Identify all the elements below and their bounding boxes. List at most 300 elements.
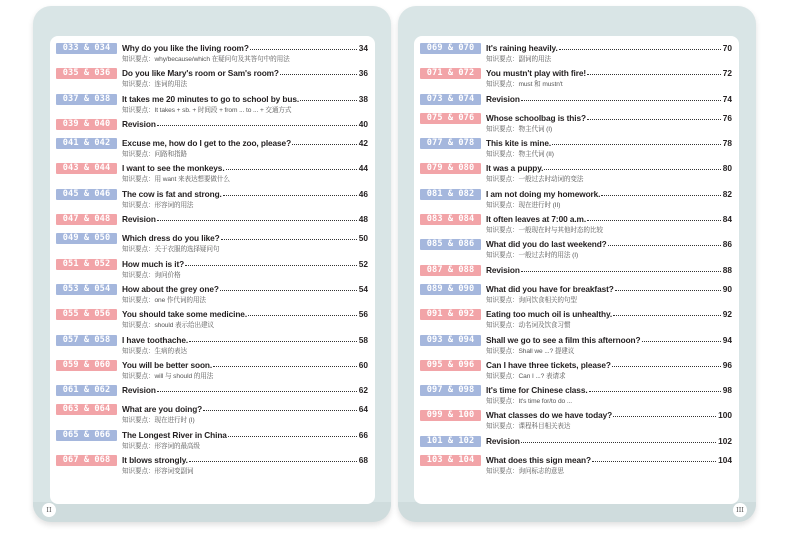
knowledge-point-label: 知识要点：: [122, 322, 155, 330]
left-page-frame: [33, 6, 391, 522]
lesson-title: It's raining heavily.: [486, 43, 558, 53]
lesson-number-badge: 085 & 086: [420, 239, 481, 250]
toc-entry[interactable]: [420, 67, 732, 92]
knowledge-point-text: must 和 mustn't: [518, 81, 563, 89]
knowledge-point-text: Can I ...? 表请求: [518, 372, 566, 380]
dot-leader: [608, 245, 721, 246]
page-reference: 86: [722, 239, 732, 250]
lesson-title: What classes do we have today?: [486, 410, 613, 421]
lesson-title: The Longest River in China: [122, 429, 227, 440]
toc-entry[interactable]: [56, 213, 368, 232]
knowledge-point: [486, 226, 603, 235]
knowledge-point: [486, 397, 572, 406]
knowledge-point: [486, 125, 552, 134]
lesson-number-badge: 077 & 078: [420, 138, 481, 149]
dot-leader: [544, 169, 720, 170]
lesson-number-badge: 101 & 102: [420, 436, 481, 447]
knowledge-point-text: It takes + sb. + 时间段 + from ... to ... + 交通方式: [154, 106, 292, 114]
toc-entry[interactable]: [420, 188, 732, 213]
knowledge-point-label: 知识要点：: [486, 125, 519, 133]
toc-entry[interactable]: [420, 238, 732, 263]
toc-entry[interactable]: [56, 454, 368, 479]
knowledge-point-label: 知识要点：: [486, 151, 519, 159]
toc-entry-title-line: [486, 137, 732, 150]
dot-leader: [613, 416, 716, 417]
left-frame-bottom-strip: [33, 502, 391, 522]
dot-leader: [223, 195, 357, 196]
toc-entry-title-line: [486, 93, 732, 106]
knowledge-point-label: 知识要点：: [486, 423, 519, 431]
knowledge-point-text: 课程科目相关表达: [518, 423, 571, 431]
dot-leader: [587, 119, 721, 120]
knowledge-point-text: 生病的表达: [154, 347, 187, 355]
knowledge-point-text: 副词的用法: [518, 56, 551, 63]
page-reference: 78: [722, 138, 732, 149]
knowledge-point-label: 知识要点：: [122, 372, 155, 380]
lesson-title: How much is it?: [122, 258, 185, 269]
page-reference: 98: [722, 385, 732, 396]
lesson-title: Which dress do you like?: [122, 233, 220, 244]
page-reference: 70: [722, 43, 732, 53]
toc-entry-title-line: [486, 283, 732, 296]
dot-leader: [612, 366, 721, 367]
toc-entry[interactable]: [56, 93, 368, 118]
page-reference: 72: [722, 68, 732, 79]
knowledge-point: [122, 201, 193, 210]
toc-entry[interactable]: [420, 112, 732, 137]
lesson-title: Eating too much oil is unhealthy.: [486, 309, 613, 320]
toc-entry-title-line: [486, 409, 732, 422]
knowledge-point: [486, 422, 570, 431]
toc-entry[interactable]: [56, 137, 368, 162]
dot-leader: [292, 144, 357, 145]
dot-leader: [221, 239, 357, 240]
toc-entry-title-line: [122, 454, 368, 467]
knowledge-point: [122, 442, 200, 451]
knowledge-point-label: 知识要点：: [122, 417, 155, 425]
right-toc-list: [420, 42, 732, 479]
dot-leader: [589, 391, 721, 392]
toc-entry-title-line: [122, 359, 368, 372]
toc-entry[interactable]: [420, 93, 732, 112]
lesson-number-badge: 073 & 074: [420, 94, 481, 105]
toc-entry-title-line: [486, 213, 732, 226]
knowledge-point-label: 知识要点：: [122, 106, 155, 114]
page-reference: 64: [358, 404, 368, 415]
toc-entry-title-line: [122, 403, 368, 416]
page-reference: 58: [358, 334, 368, 345]
toc-entry-title-line: [486, 162, 732, 175]
knowledge-point-label: 知识要点：: [122, 151, 155, 159]
knowledge-point-label: 知识要点：: [122, 296, 155, 304]
toc-entry[interactable]: [420, 137, 732, 162]
toc-entry-title-line: [122, 118, 368, 131]
knowledge-point: [486, 347, 574, 356]
toc-entry-title-line: [486, 454, 732, 467]
knowledge-point-label: 知识要点：: [486, 468, 519, 476]
toc-entry[interactable]: [56, 162, 368, 187]
knowledge-point-text: 现在进行时 (II): [518, 201, 561, 209]
lesson-number-badge: 065 & 066: [56, 430, 117, 441]
page-reference: 82: [722, 188, 732, 199]
page-reference: 34: [358, 43, 368, 53]
dot-leader: [250, 49, 357, 50]
toc-entry-title-line: [122, 334, 368, 347]
lesson-number-badge: 081 & 082: [420, 189, 481, 200]
knowledge-point-text: 形容词的用法: [154, 201, 194, 209]
knowledge-point: [486, 80, 563, 89]
toc-entry-title-line: [122, 308, 368, 321]
lesson-title: Shall we go to see a film this afternoon?: [486, 334, 641, 345]
toc-entry[interactable]: [420, 42, 732, 67]
knowledge-point-label: 知识要点：: [486, 227, 519, 235]
lesson-title: You mustn't play with fire!: [486, 68, 587, 79]
knowledge-point-text: 询问价格: [154, 271, 181, 279]
dot-leader: [280, 74, 357, 75]
lesson-title: Whose schoolbag is this?: [486, 112, 586, 123]
toc-entry-title-line: [486, 67, 732, 80]
lesson-number-badge: 095 & 096: [420, 360, 481, 371]
toc-entry-title-line: [122, 137, 368, 150]
lesson-number-badge: 053 & 054: [56, 284, 117, 295]
lesson-number-badge: 071 & 072: [420, 68, 481, 79]
toc-entry[interactable]: [56, 283, 368, 308]
toc-entry[interactable]: [56, 384, 368, 403]
lesson-number-badge: 067 & 068: [56, 455, 117, 466]
knowledge-point-label: 知识要点：: [122, 246, 155, 254]
page-reference: 100: [718, 410, 732, 421]
toc-entry-title-line: [122, 162, 368, 175]
lesson-title: What did you have for breakfast?: [486, 283, 614, 294]
toc-entry[interactable]: [420, 359, 732, 384]
dot-leader: [552, 144, 721, 145]
knowledge-point-label: 知识要点：: [486, 176, 519, 184]
lesson-title: It often leaves at 7:00 a.m.: [486, 214, 587, 225]
lesson-number-badge: 091 & 092: [420, 309, 481, 320]
page-reference: 60: [358, 359, 368, 370]
right-frame-bottom-strip: [398, 502, 756, 522]
lesson-title: I have toothache.: [122, 334, 189, 345]
knowledge-point: [122, 271, 180, 280]
knowledge-point: [122, 175, 230, 184]
knowledge-point-label: 知识要点：: [122, 81, 155, 89]
dot-leader: [248, 315, 357, 316]
page-reference: 74: [722, 93, 732, 104]
toc-entry-title-line: [486, 308, 732, 321]
lesson-number-badge: 087 & 088: [420, 265, 481, 276]
toc-entry-title-line: [486, 264, 732, 277]
toc-entry[interactable]: [420, 264, 732, 283]
knowledge-point-text: 询问饮食相关的句型: [518, 296, 577, 304]
lesson-title: Can I have three tickets, please?: [486, 359, 611, 370]
toc-entry[interactable]: [56, 118, 368, 137]
page-reference: 50: [358, 233, 368, 244]
lesson-title: It takes me 20 minutes to go to school by bus.: [122, 93, 300, 104]
lesson-number-badge: 069 & 070: [420, 43, 481, 54]
knowledge-point-text: 关于衣服的选择疑问句: [154, 246, 220, 254]
knowledge-point-text: 形容词变副词: [154, 468, 194, 476]
knowledge-point: [122, 106, 291, 115]
toc-entry-title-line: [486, 42, 732, 55]
knowledge-point-label: 知识要点：: [486, 296, 519, 304]
lesson-number-badge: 063 & 064: [56, 404, 117, 415]
knowledge-point-label: 知识要点：: [486, 56, 519, 63]
knowledge-point-label: 知识要点：: [122, 468, 155, 476]
lesson-number-badge: 089 & 090: [420, 284, 481, 295]
knowledge-point-label: 知识要点：: [122, 56, 155, 63]
lesson-title: The cow is fat and strong.: [122, 188, 222, 199]
knowledge-point: [486, 467, 564, 476]
knowledge-point: [122, 321, 214, 330]
dot-leader: [521, 100, 721, 101]
toc-entry[interactable]: [420, 308, 732, 333]
page-reference: 92: [722, 309, 732, 320]
lesson-number-badge: 097 & 098: [420, 385, 481, 396]
knowledge-point-label: 知识要点：: [486, 322, 519, 330]
toc-entry-title-line: [486, 359, 732, 372]
knowledge-point: [486, 55, 551, 64]
toc-entry[interactable]: [56, 67, 368, 92]
toc-entry[interactable]: [56, 188, 368, 213]
lesson-number-badge: 103 & 104: [420, 455, 481, 466]
dot-leader: [613, 315, 721, 316]
lesson-title: Revision: [122, 385, 156, 396]
lesson-title: Revision: [122, 118, 156, 129]
lesson-title: Revision: [486, 93, 520, 104]
toc-entry-title-line: [122, 42, 368, 55]
toc-entry[interactable]: [56, 232, 368, 257]
knowledge-point-text: 物主代词 (I): [518, 125, 553, 133]
page-reference: 66: [358, 429, 368, 440]
dot-leader: [521, 271, 721, 272]
knowledge-point: [486, 175, 583, 184]
lesson-title: Revision: [122, 214, 156, 225]
lesson-title: You will be better soon.: [122, 359, 213, 370]
knowledge-point: [122, 467, 193, 476]
lesson-title: Revision: [486, 264, 520, 275]
knowledge-point: [486, 372, 565, 381]
dot-leader: [601, 195, 720, 196]
dot-leader: [228, 436, 357, 437]
knowledge-point-text: 动名词及饮食习惯: [518, 322, 571, 330]
dot-leader: [587, 220, 721, 221]
lesson-title: It was a puppy.: [486, 163, 544, 174]
knowledge-point-text: one 作代词的用法: [154, 296, 206, 304]
lesson-number-badge: 055 & 056: [56, 309, 117, 320]
knowledge-point-text: 物主代词 (II): [518, 151, 554, 159]
knowledge-point-label: 知识要点：: [122, 347, 155, 355]
toc-entry[interactable]: [56, 359, 368, 384]
knowledge-point: [486, 321, 570, 330]
lesson-number-badge: 043 & 044: [56, 163, 117, 174]
lesson-number-badge: 099 & 100: [420, 410, 481, 421]
lesson-title: You should take some medicine.: [122, 309, 248, 320]
toc-entry-title-line: [122, 429, 368, 442]
toc-entry[interactable]: [420, 454, 732, 479]
toc-entry-title-line: [486, 334, 732, 347]
knowledge-point: [122, 55, 290, 64]
dot-leader: [521, 442, 716, 443]
dot-leader: [185, 265, 357, 266]
toc-entry-title-line: [486, 435, 732, 448]
toc-entry[interactable]: [56, 403, 368, 428]
toc-entry[interactable]: [56, 334, 368, 359]
knowledge-point-label: 知识要点：: [122, 201, 155, 209]
lesson-number-badge: 047 & 048: [56, 214, 117, 225]
lesson-number-badge: 051 & 052: [56, 259, 117, 270]
knowledge-point-label: 知识要点：: [486, 252, 519, 260]
toc-entry-title-line: [122, 283, 368, 296]
knowledge-point: [122, 372, 213, 381]
toc-entry-title-line: [122, 258, 368, 271]
lesson-title: Why do you like the living room?: [122, 43, 249, 53]
dot-leader: [592, 461, 716, 462]
lesson-number-badge: 083 & 084: [420, 214, 481, 225]
lesson-number-badge: 049 & 050: [56, 233, 117, 244]
knowledge-point-label: 知识要点：: [122, 176, 155, 184]
dot-leader: [203, 410, 357, 411]
lesson-number-badge: 045 & 046: [56, 189, 117, 200]
toc-entry-title-line: [486, 384, 732, 397]
knowledge-point-label: 知识要点：: [486, 347, 519, 355]
lesson-title: How about the grey one?: [122, 283, 219, 294]
toc-entry[interactable]: [420, 162, 732, 187]
toc-entry-title-line: [122, 93, 368, 106]
knowledge-point: [122, 150, 187, 159]
lesson-title: Do you like Mary's room or Sam's room?: [122, 68, 279, 79]
knowledge-point: [122, 245, 219, 254]
toc-entry[interactable]: [420, 283, 732, 308]
toc-entry[interactable]: [56, 42, 368, 67]
dot-leader: [300, 100, 357, 101]
knowledge-point-text: 一般现在时与其他时态的比较: [518, 227, 603, 235]
knowledge-point-text: 一般过去时动词的变法: [518, 176, 584, 184]
knowledge-point-text: 形容词的最高级: [154, 442, 200, 450]
page-reference: 46: [358, 188, 368, 199]
page-reference: 84: [722, 214, 732, 225]
knowledge-point-text: 用 want 来表达想要做什么: [154, 176, 230, 184]
lesson-number-badge: 037 & 038: [56, 94, 117, 105]
lesson-number-badge: 079 & 080: [420, 163, 481, 174]
knowledge-point: [122, 347, 187, 356]
lesson-number-badge: 059 & 060: [56, 360, 117, 371]
lesson-title: I am not doing my homework.: [486, 188, 601, 199]
toc-entry-title-line: [486, 238, 732, 251]
knowledge-point-label: 知识要点：: [486, 201, 519, 209]
knowledge-point-text: should 表示给出建议: [154, 322, 214, 330]
knowledge-point: [122, 416, 195, 425]
knowledge-point-text: It's time for/to do ...: [518, 398, 573, 406]
knowledge-point-label: 知识要点：: [486, 398, 519, 406]
toc-entry[interactable]: [420, 384, 732, 409]
lesson-title: This kite is mine.: [486, 138, 552, 149]
page-reference: 80: [722, 163, 732, 174]
toc-entry-title-line: [486, 188, 732, 201]
toc-entry[interactable]: [420, 409, 732, 434]
page-reference: 48: [358, 214, 368, 225]
left-page-number: II: [42, 503, 56, 517]
lesson-title: What are you doing?: [122, 404, 203, 415]
toc-entry-title-line: [122, 232, 368, 245]
knowledge-point-text: will 与 should 的用法: [154, 372, 214, 380]
lesson-number-badge: 035 & 036: [56, 68, 117, 79]
dot-leader: [615, 290, 721, 291]
dot-leader: [226, 169, 357, 170]
knowledge-point-label: 知识要点：: [486, 372, 519, 380]
toc-entry[interactable]: [420, 435, 732, 454]
page-reference: 62: [358, 385, 368, 396]
dot-leader: [157, 220, 357, 221]
lesson-title: I want to see the monkeys.: [122, 163, 225, 174]
page-reference: 38: [358, 93, 368, 104]
dot-leader: [220, 290, 357, 291]
knowledge-point-label: 知识要点：: [122, 271, 155, 279]
left-page: [50, 36, 375, 504]
toc-entry-title-line: [122, 188, 368, 201]
knowledge-point-text: 连词的用法: [154, 81, 187, 89]
toc-entry[interactable]: [420, 334, 732, 359]
page-reference: 36: [358, 68, 368, 79]
toc-entry-title-line: [122, 213, 368, 226]
right-page-frame: [398, 6, 756, 522]
toc-entry-title-line: [122, 67, 368, 80]
dot-leader: [157, 125, 357, 126]
toc-entry[interactable]: [56, 258, 368, 283]
page-reference: 52: [358, 258, 368, 269]
lesson-title: It's time for Chinese class.: [486, 385, 588, 396]
page-reference: 94: [722, 334, 732, 345]
page-reference: 56: [358, 309, 368, 320]
knowledge-point-text: Shall we ...? 提建议: [518, 347, 575, 355]
knowledge-point: [486, 251, 578, 260]
lesson-number-badge: 057 & 058: [56, 335, 117, 346]
page-reference: 42: [358, 138, 368, 149]
page-reference: 102: [718, 435, 732, 446]
page-reference: 40: [358, 118, 368, 129]
knowledge-point: [486, 296, 577, 305]
dot-leader: [189, 461, 357, 462]
toc-entry[interactable]: [56, 308, 368, 333]
knowledge-point-text: 一般过去时的用法 (I): [518, 252, 579, 260]
toc-entry-title-line: [122, 384, 368, 397]
page-reference: 96: [722, 359, 732, 370]
right-page: [414, 36, 739, 504]
toc-entry[interactable]: [56, 429, 368, 454]
knowledge-point-label: 知识要点：: [486, 81, 519, 89]
lesson-title: It blows strongly.: [122, 455, 188, 466]
toc-entry-title-line: [486, 112, 732, 125]
page-reference: 90: [722, 283, 732, 294]
lesson-title: What does this sign mean?: [486, 455, 591, 466]
knowledge-point-text: why/because/which 在疑问句及其答句中的用法: [154, 56, 290, 63]
dot-leader: [559, 49, 721, 50]
lesson-number-badge: 033 & 034: [56, 43, 117, 54]
lesson-title: Revision: [486, 435, 520, 446]
page-reference: 76: [722, 112, 732, 123]
left-toc-list: [56, 42, 368, 479]
page-reference: 104: [718, 455, 732, 466]
lesson-title: What did you do last weekend?: [486, 239, 607, 250]
dot-leader: [189, 341, 357, 342]
lesson-number-badge: 039 & 040: [56, 119, 117, 130]
page-reference: 44: [358, 163, 368, 174]
knowledge-point-label: 知识要点：: [122, 442, 155, 450]
knowledge-point: [122, 296, 206, 305]
page-reference: 88: [722, 264, 732, 275]
knowledge-point: [486, 150, 554, 159]
lesson-number-badge: 061 & 062: [56, 385, 117, 396]
toc-entry[interactable]: [420, 213, 732, 238]
